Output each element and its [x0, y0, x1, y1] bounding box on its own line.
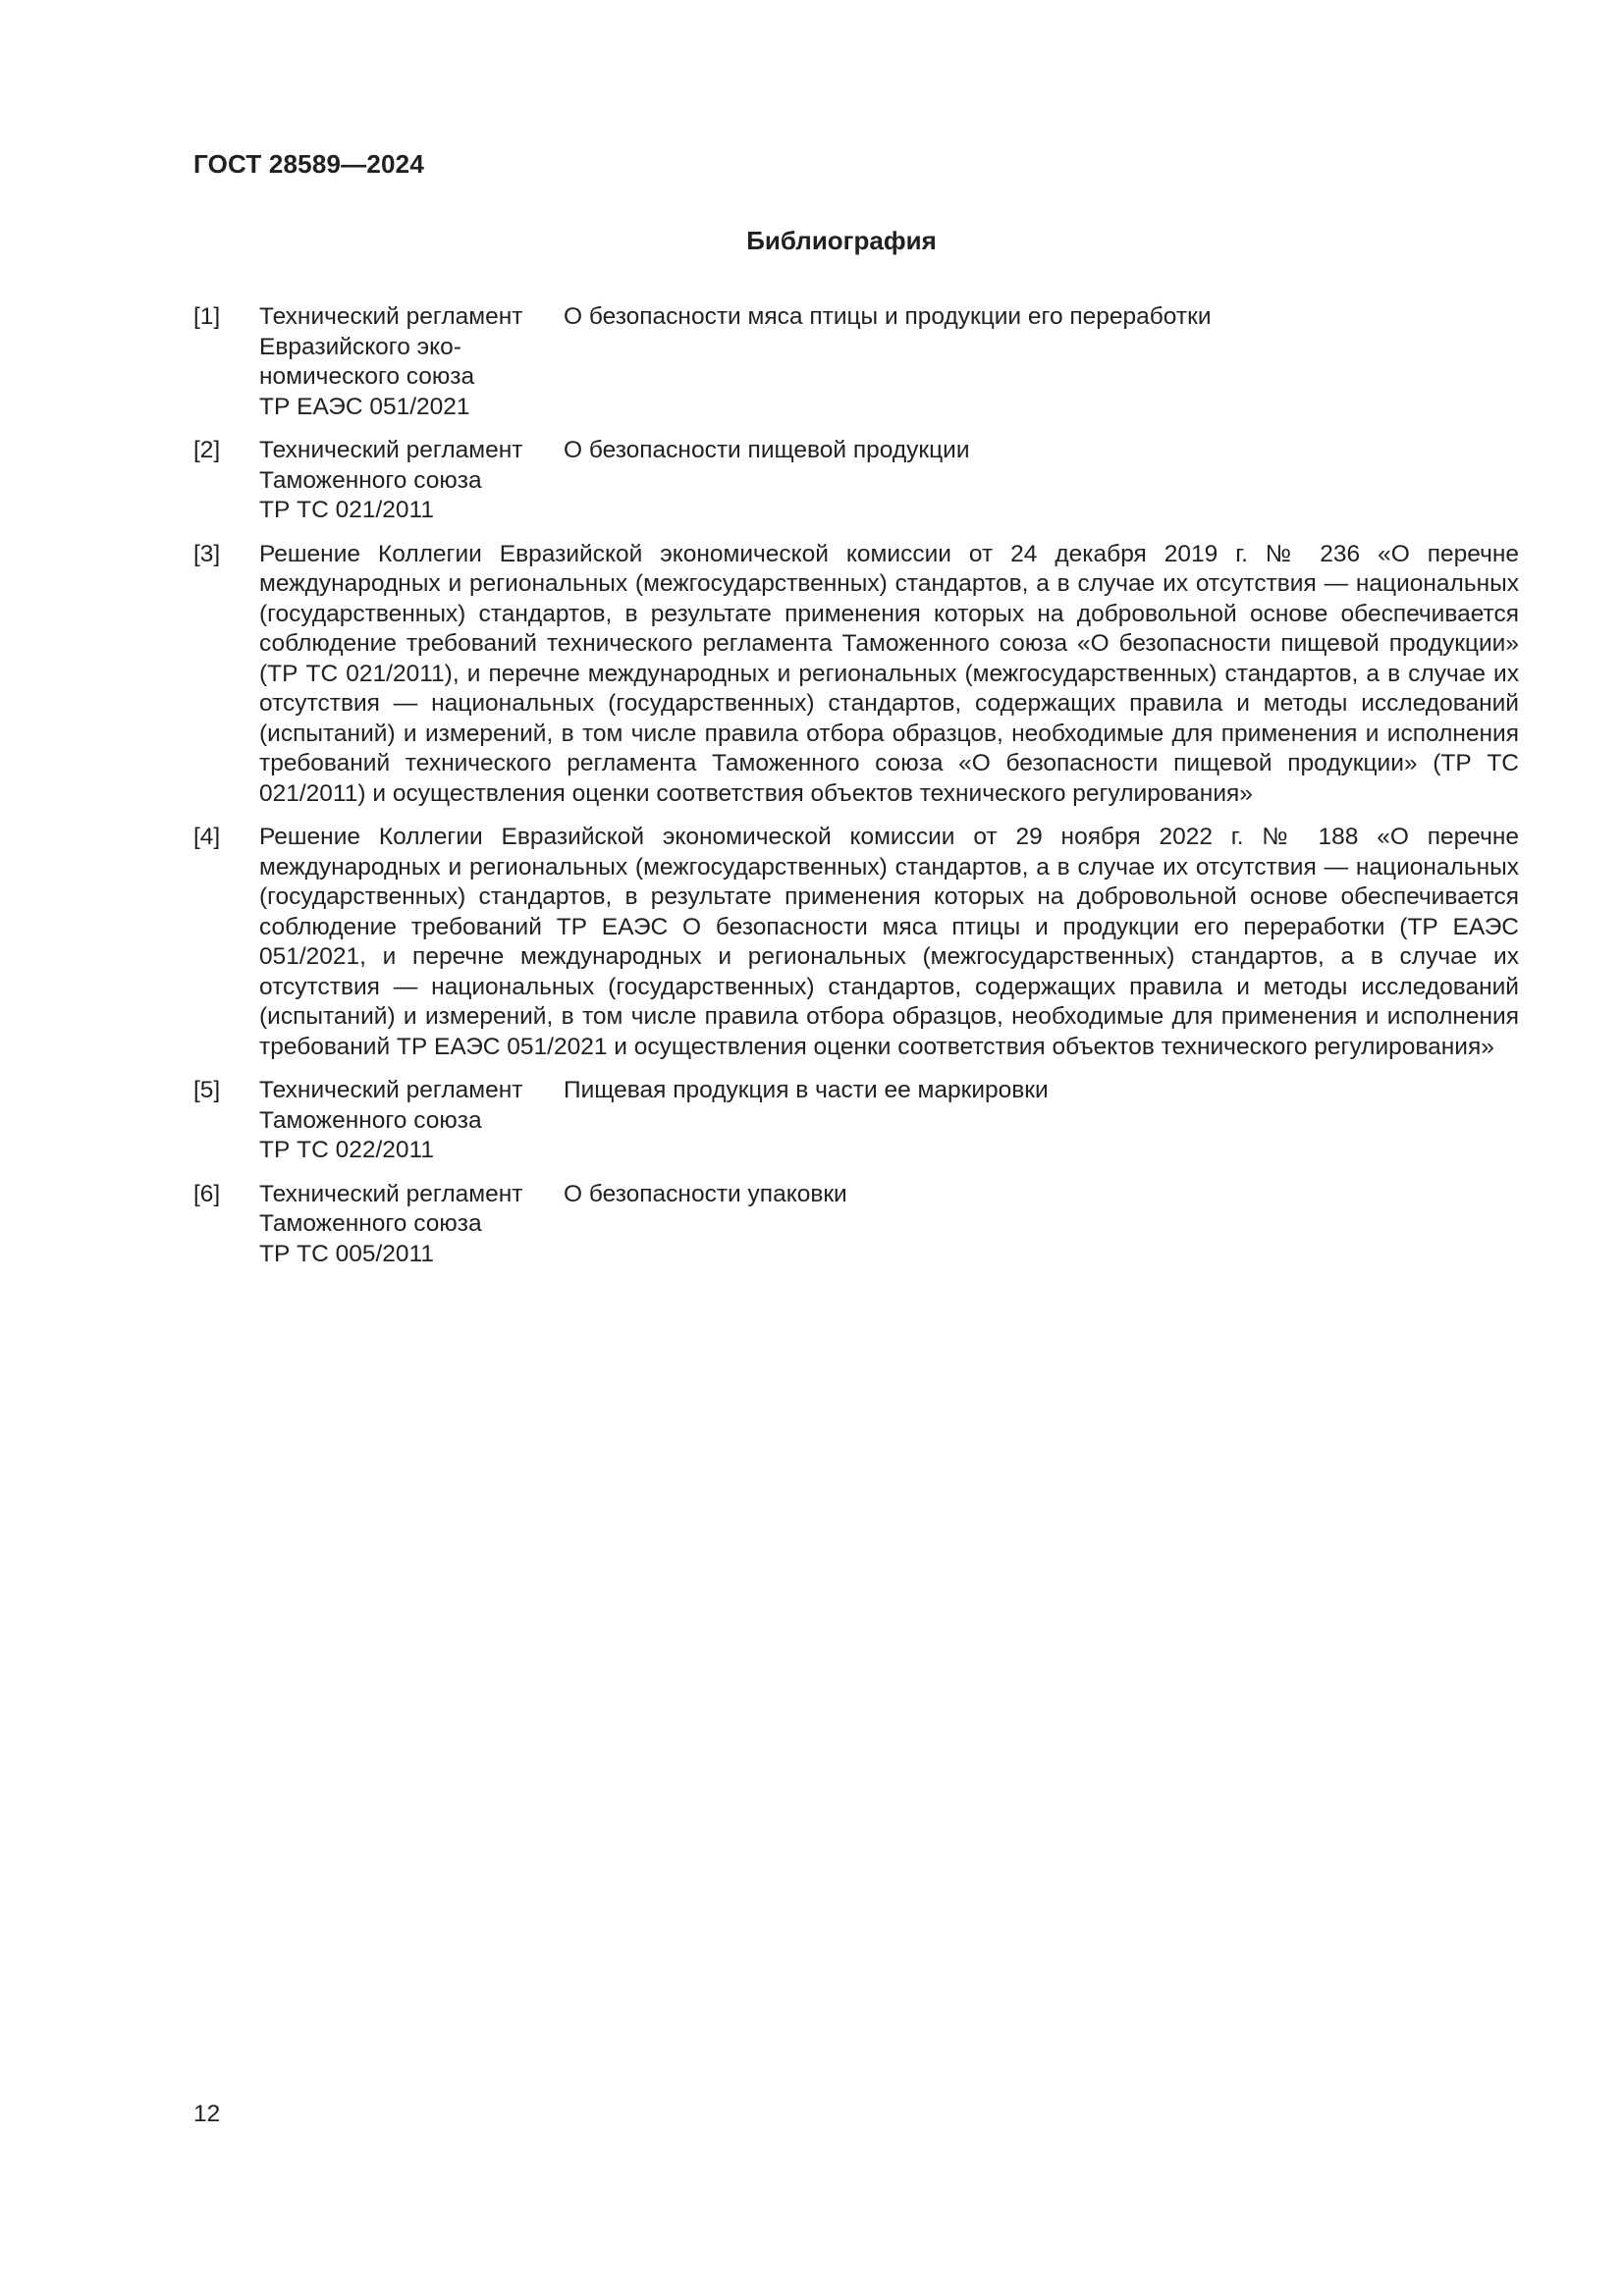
- entry-doc-line: Таможенного союза: [259, 1106, 482, 1134]
- entry-doc-line: Евразийского эко-: [259, 333, 461, 360]
- entry-number: [5]: [193, 1077, 221, 1103]
- entry-number: [2]: [193, 437, 221, 463]
- entry-doc-line: ТР ТС 022/2011: [259, 1137, 434, 1163]
- entry-doc-line: ТР ЕАЭС 051/2021: [259, 393, 470, 420]
- entry-document-type: [259, 436, 564, 526]
- bibliography-entry: [193, 823, 1519, 1062]
- bibliography-entry: [193, 436, 1519, 526]
- entry-title: О безопасности пищевой продукции: [564, 437, 970, 463]
- page-number: 12: [193, 2101, 221, 2127]
- entry-title: Пищевая продукция в части ее маркировки: [564, 1077, 1049, 1103]
- entry-document-type: [259, 1180, 564, 1270]
- entry-title: О безопасности мяса птицы и продукции его переработки: [564, 303, 1212, 330]
- entry-doc-line: Технический регламент: [259, 437, 523, 463]
- entry-document-type: [259, 302, 564, 422]
- document-code: ГОСТ 28589—2024: [193, 149, 424, 179]
- entry-full-text: Решение Коллегии Евразийской экономической комиссии от 29 ноября 2022 г. № 188 «О перечне международных и региональных (межгосударственных) стандартов, а в случае их отсутствия — национальных (государственных) стандартов, в результате применения которых на добровольной основе обеспечивается соблюдение требований ТР ЕАЭС О безопасности мяса птицы и продукции его переработки (ТР ЕАЭС 051/2021, и перечне международных и региональных (межгосударственных) стандартов, а в случае их отсутствия — национальных (государственных) стандартов, содержащих правила и методы исследований (испытаний) и измерений, в том числе правила отбора образцов, необходимые для применения и исполнения требований ТР ЕАЭС 051/2021 и осуществления оценки соответствия объектов технического регулирования»: [259, 824, 1519, 1060]
- bibliography-title: Библиография: [746, 226, 937, 255]
- entry-doc-line: ТР ТС 021/2011: [259, 497, 434, 523]
- entry-number: [6]: [193, 1180, 221, 1207]
- entry-number: [3]: [193, 540, 221, 567]
- entry-doc-line: Технический регламент: [259, 303, 523, 330]
- bibliography-list: [193, 302, 1519, 1283]
- entry-doc-line: ТР ТС 005/2011: [259, 1240, 434, 1267]
- bibliography-entry: [193, 540, 1519, 810]
- entry-doc-line: Технический регламент: [259, 1077, 523, 1103]
- bibliography-entry: [193, 1076, 1519, 1166]
- entry-number: [4]: [193, 824, 221, 850]
- entry-doc-line: номического союза: [259, 363, 475, 390]
- entry-doc-line: Технический регламент: [259, 1180, 523, 1207]
- bibliography-entry: [193, 302, 1519, 422]
- entry-document-type: [259, 1076, 564, 1166]
- entry-full-text: Решение Коллегии Евразийской экономической комиссии от 24 декабря 2019 г. № 236 «О перечне международных и региональных (межгосударственных) стандартов, а в случае их отсутствия — национальных (государственных) стандартов, в результате применения которых на добровольной основе обеспечивается соблюдение требований технического регламента Таможенного союза «О безопасности пищевой продукции» (ТР ТС 021/2011), и перечне международных и региональных (межгосударственных) стандартов, а в случае их отсутствия — национальных (государственных) стандартов, содержащих правила и методы исследований (испытаний) и измерений, в том числе правила отбора образцов, необходимые для применения и исполнения требований технического регламента Таможенного союза «О безопасности пищевой продукции» (ТР ТС 021/2011) и осуществления оценки соответствия объектов технического регулирования»: [259, 540, 1519, 807]
- entry-doc-line: Таможенного союза: [259, 466, 482, 494]
- entry-title: О безопасности упаковки: [564, 1180, 847, 1207]
- entry-doc-line: Таможенного союза: [259, 1210, 482, 1237]
- bibliography-entry: [193, 1180, 1519, 1270]
- entry-number: [1]: [193, 303, 221, 330]
